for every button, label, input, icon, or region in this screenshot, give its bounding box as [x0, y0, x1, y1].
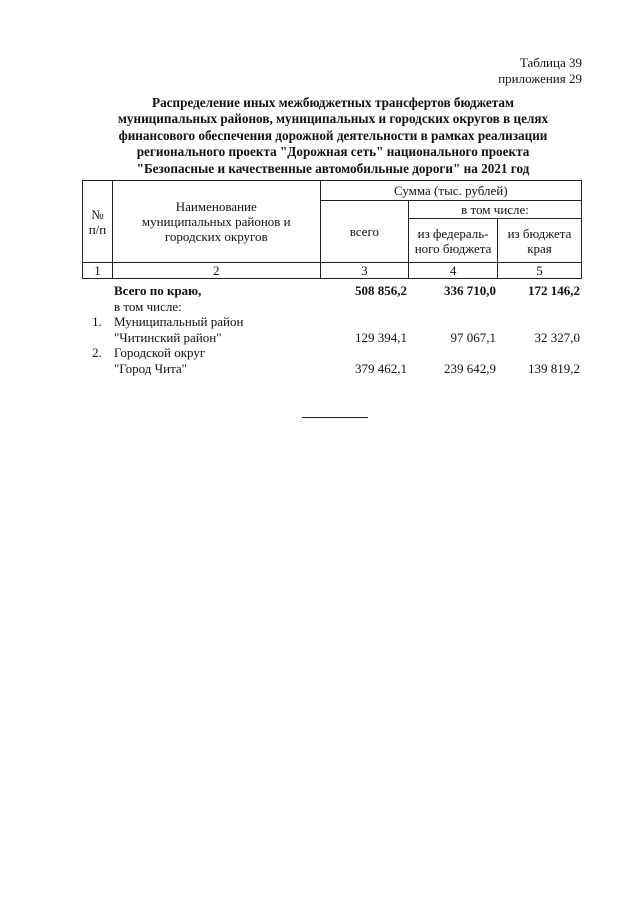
- header-num: № п/п: [83, 181, 113, 263]
- document-title: [70, 95, 596, 177]
- table-row: [82, 330, 582, 346]
- title-line: муниципальных районов, муниципальных и городских округов в целях: [117, 111, 549, 127]
- row-index: 2.: [92, 345, 102, 360]
- header-name: Наименование муниципальных районов и городских округов: [112, 181, 320, 263]
- table-number-label: Таблица 39: [519, 55, 582, 70]
- col-number-2: 2: [112, 263, 320, 279]
- title-line: регионального проекта "Дорожная сеть" национального проекта: [136, 144, 530, 160]
- row-total: 379 462,1: [355, 360, 407, 376]
- row-federal: 239 642,9: [444, 360, 496, 376]
- col-number-3: 3: [320, 263, 409, 279]
- total-federal: 336 710,0: [444, 283, 496, 298]
- table-row: [82, 314, 582, 330]
- total-regional: 172 146,2: [528, 283, 580, 298]
- row-federal: 97 067,1: [450, 329, 496, 345]
- total-label: Всего по краю,: [114, 283, 202, 298]
- header-including: в том числе:: [409, 201, 582, 219]
- col-number-5: 5: [498, 263, 582, 279]
- header-regional: из бюджета края: [498, 219, 582, 263]
- total-row: [82, 283, 582, 299]
- row-name-line2: "Читинский район": [114, 329, 222, 345]
- table-header: [82, 180, 582, 279]
- including-label: в том числе:: [114, 298, 182, 314]
- row-regional: 32 327,0: [534, 329, 580, 345]
- table-body: [82, 283, 582, 376]
- row-name-line1: Муниципальный район: [114, 314, 244, 329]
- col-number-4: 4: [409, 263, 498, 279]
- row-name-line2: "Город Чита": [114, 360, 187, 376]
- table-row: [82, 361, 582, 377]
- title-line: финансового обеспечения дорожной деятельности в рамках реализации: [118, 127, 548, 143]
- row-regional: 139 819,2: [528, 360, 580, 376]
- table-row: [82, 345, 582, 361]
- title-line: Распределение иных межбюджетных трансфертов бюджетам: [152, 95, 514, 110]
- total-sum: 508 856,2: [355, 283, 407, 298]
- closing-divider: [302, 417, 368, 418]
- table-reference: [498, 55, 582, 87]
- appendix-label: приложения 29: [498, 71, 582, 86]
- row-name-line1: Городской округ: [114, 345, 206, 360]
- header-federal: из федераль-ного бюджета: [409, 219, 498, 263]
- col-number-1: 1: [83, 263, 113, 279]
- row-total: 129 394,1: [355, 329, 407, 345]
- row-index: 1.: [92, 314, 102, 329]
- header-sum: Сумма (тыс. рублей): [320, 181, 581, 201]
- header-total: всего: [320, 201, 409, 263]
- title-line: "Безопасные и качественные автомобильные дороги" на 2021 год: [136, 160, 530, 176]
